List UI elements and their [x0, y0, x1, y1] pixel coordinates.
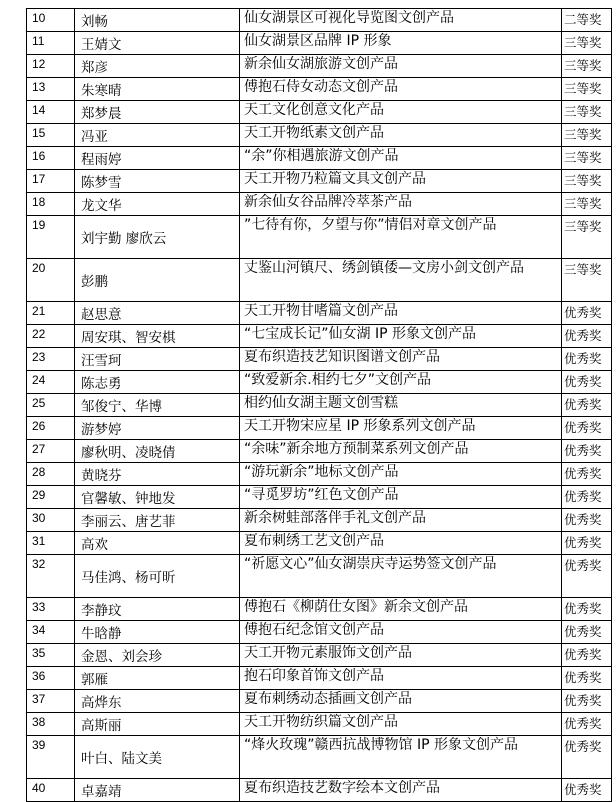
table-row [27, 348, 612, 371]
work-title-cell: 抱石印象首饰文创产品 [240, 667, 562, 690]
work-title-cell: 仙女湖景区可视化导览图文创产品 [240, 9, 562, 32]
table-row [27, 417, 612, 440]
winner-name-cell: 郭雁 [75, 667, 240, 690]
winner-name-cell: 王婧文 [75, 32, 240, 55]
serial-number-cell: 31 [27, 532, 75, 555]
work-title-cell: 夏布刺绣动态插画文创产品 [240, 690, 562, 713]
award-level-cell: 优秀奖 [562, 394, 612, 417]
work-title-cell: “游玩新余”地标文创产品 [240, 463, 562, 486]
winner-name-cell: 高斯丽 [75, 713, 240, 736]
work-title-cell: 天工开物纺织篇文创产品 [240, 713, 562, 736]
award-level-cell: 优秀奖 [562, 463, 612, 486]
serial-number-cell: 33 [27, 598, 75, 621]
serial-number-cell: 27 [27, 440, 75, 463]
table-row [27, 394, 612, 417]
table-row [27, 713, 612, 736]
winner-name-cell: 高烨东 [75, 690, 240, 713]
table-row [27, 440, 612, 463]
winner-name-cell: 赵思意 [75, 302, 240, 325]
award-level-cell: 优秀奖 [562, 371, 612, 394]
work-title-cell: “余味”新余地方预制菜系列文创产品 [240, 440, 562, 463]
serial-number-cell: 40 [27, 779, 75, 802]
table-row [27, 598, 612, 621]
table-row [27, 463, 612, 486]
award-level-cell: 优秀奖 [562, 417, 612, 440]
work-title-cell: 夏布织造技艺数字绘本文创产品 [240, 779, 562, 802]
winner-name-cell: 游梦婷 [75, 417, 240, 440]
award-level-cell: 三等奖 [562, 124, 612, 147]
award-level-cell: 优秀奖 [562, 598, 612, 621]
award-level-cell: 优秀奖 [562, 325, 612, 348]
award-level-cell: 优秀奖 [562, 779, 612, 802]
table-row [27, 9, 612, 32]
award-level-cell: 优秀奖 [562, 440, 612, 463]
serial-number-cell: 22 [27, 325, 75, 348]
work-title-cell: “致爱新余.相约七夕”文创产品 [240, 371, 562, 394]
work-title-cell: 仙女湖景区品牌 IP 形象 [240, 32, 562, 55]
serial-number-cell: 34 [27, 621, 75, 644]
work-title-cell: 天工开物乃粒篇文具文创产品 [240, 170, 562, 193]
table-row [27, 259, 612, 302]
award-level-cell: 三等奖 [562, 32, 612, 55]
work-title-cell: 傅抱石纪念馆文创产品 [240, 621, 562, 644]
award-level-cell: 优秀奖 [562, 667, 612, 690]
winner-name-cell: 李丽云、唐艺菲 [75, 509, 240, 532]
serial-number-cell: 26 [27, 417, 75, 440]
winner-name-cell: 冯亚 [75, 124, 240, 147]
award-level-cell: 优秀奖 [562, 302, 612, 325]
award-level-cell: 优秀奖 [562, 348, 612, 371]
work-title-cell: “七宝成长记”仙女湖 IP 形象文创产品 [240, 325, 562, 348]
winner-name-cell: 朱寒晴 [75, 78, 240, 101]
work-title-cell: “余”你相遇旅游文创产品 [240, 147, 562, 170]
serial-number-cell: 20 [27, 259, 75, 302]
award-level-cell: 二等奖 [562, 9, 612, 32]
work-title-cell: “烽火玫瑰”赣西抗战博物馆 IP 形象文创产品 [240, 736, 562, 779]
winner-name-cell: 叶白、陆文美 [75, 736, 240, 779]
award-level-cell: 三等奖 [562, 216, 612, 259]
serial-number-cell: 16 [27, 147, 75, 170]
award-level-cell: 优秀奖 [562, 690, 612, 713]
table-row [27, 644, 612, 667]
serial-number-cell: 38 [27, 713, 75, 736]
serial-number-cell: 19 [27, 216, 75, 259]
work-title-cell: “寻觅罗坊”红色文创产品 [240, 486, 562, 509]
serial-number-cell: 23 [27, 348, 75, 371]
serial-number-cell: 15 [27, 124, 75, 147]
table-row [27, 325, 612, 348]
award-level-cell: 优秀奖 [562, 509, 612, 532]
table-row [27, 667, 612, 690]
winner-name-cell: 李静玟 [75, 598, 240, 621]
award-level-cell: 三等奖 [562, 147, 612, 170]
award-level-cell: 优秀奖 [562, 486, 612, 509]
serial-number-cell: 35 [27, 644, 75, 667]
winner-name-cell: 龙文华 [75, 193, 240, 216]
work-title-cell: 新余树蛙部落伴手礼文创产品 [240, 509, 562, 532]
award-level-cell: 优秀奖 [562, 555, 612, 598]
work-title-cell: 天工开物纸素文创产品 [240, 124, 562, 147]
winner-name-cell: 郑梦晨 [75, 101, 240, 124]
table-row [27, 621, 612, 644]
work-title-cell: 天工开物元素服饰文创产品 [240, 644, 562, 667]
table-row [27, 486, 612, 509]
table-row [27, 78, 612, 101]
serial-number-cell: 39 [27, 736, 75, 779]
table-row [27, 555, 612, 598]
winner-name-cell: 周安琪、智安棋 [75, 325, 240, 348]
award-level-cell: 三等奖 [562, 101, 612, 124]
table-row [27, 371, 612, 394]
table-row [27, 532, 612, 555]
table-row [27, 147, 612, 170]
award-level-cell: 优秀奖 [562, 532, 612, 555]
winner-name-cell: 廖秋明、凌晓倩 [75, 440, 240, 463]
award-level-cell: 优秀奖 [562, 713, 612, 736]
work-title-cell: 丈鉴山河镇尺、绣剑镇倭—文房小剑文创产品 [240, 259, 562, 302]
table-row [27, 193, 612, 216]
work-title-cell: 夏布织造技艺知识图谱文创产品 [240, 348, 562, 371]
serial-number-cell: 18 [27, 193, 75, 216]
winner-name-cell: 邹俊宁、华博 [75, 394, 240, 417]
serial-number-cell: 28 [27, 463, 75, 486]
winner-name-cell: 刘宇勤 廖欣云 [75, 216, 240, 259]
winner-name-cell: 卓嘉靖 [75, 779, 240, 802]
award-level-cell: 三等奖 [562, 55, 612, 78]
work-title-cell: 新余仙女湖旅游文创产品 [240, 55, 562, 78]
table-row [27, 101, 612, 124]
winner-name-cell: 陈志勇 [75, 371, 240, 394]
award-level-cell: 优秀奖 [562, 644, 612, 667]
work-title-cell: 夏布刺绣工艺文创产品 [240, 532, 562, 555]
award-level-cell: 三等奖 [562, 193, 612, 216]
serial-number-cell: 10 [27, 9, 75, 32]
serial-number-cell: 36 [27, 667, 75, 690]
winner-name-cell: 官馨敏、钟地发 [75, 486, 240, 509]
winner-name-cell: 郑彦 [75, 55, 240, 78]
award-level-cell: 优秀奖 [562, 621, 612, 644]
table-row [27, 170, 612, 193]
serial-number-cell: 32 [27, 555, 75, 598]
serial-number-cell: 30 [27, 509, 75, 532]
serial-number-cell: 12 [27, 55, 75, 78]
table-row [27, 690, 612, 713]
award-level-cell: 优秀奖 [562, 736, 612, 779]
table-row [27, 32, 612, 55]
winner-name-cell: 陈梦雪 [75, 170, 240, 193]
winner-name-cell: 刘畅 [75, 9, 240, 32]
winner-name-cell: 彭鹏 [75, 259, 240, 302]
winner-name-cell: 金恩、刘会珍 [75, 644, 240, 667]
winner-name-cell: 程雨婷 [75, 147, 240, 170]
serial-number-cell: 24 [27, 371, 75, 394]
work-title-cell: 天工文化创意文化产品 [240, 101, 562, 124]
winner-name-cell: 牛晗静 [75, 621, 240, 644]
award-level-cell: 三等奖 [562, 170, 612, 193]
serial-number-cell: 25 [27, 394, 75, 417]
serial-number-cell: 21 [27, 302, 75, 325]
serial-number-cell: 11 [27, 32, 75, 55]
serial-number-cell: 29 [27, 486, 75, 509]
work-title-cell: 相约仙女湖主题文创雪糕 [240, 394, 562, 417]
serial-number-cell: 17 [27, 170, 75, 193]
winner-name-cell: 黄晓芬 [75, 463, 240, 486]
winner-name-cell: 汪雪珂 [75, 348, 240, 371]
work-title-cell: “祈愿文心”仙女湖崇庆寺运势签文创产品 [240, 555, 562, 598]
serial-number-cell: 13 [27, 78, 75, 101]
table-row [27, 779, 612, 802]
table-row [27, 124, 612, 147]
work-title-cell: 傅抱石《柳荫仕女图》新余文创产品 [240, 598, 562, 621]
award-table [26, 8, 612, 802]
award-table-body [27, 9, 612, 802]
work-title-cell: 天工开物宋应星 IP 形象系列文创产品 [240, 417, 562, 440]
work-title-cell: 傅抱石侍女动态文创产品 [240, 78, 562, 101]
winner-name-cell: 马佳鸿、杨可昕 [75, 555, 240, 598]
table-row [27, 55, 612, 78]
table-row [27, 736, 612, 779]
table-row [27, 302, 612, 325]
table-row [27, 509, 612, 532]
award-level-cell: 三等奖 [562, 78, 612, 101]
work-title-cell: 天工开物甘嗜篇文创产品 [240, 302, 562, 325]
serial-number-cell: 14 [27, 101, 75, 124]
table-row [27, 216, 612, 259]
work-title-cell: 新余仙女谷品牌冷萃茶产品 [240, 193, 562, 216]
work-title-cell: ”七待有你，夕望与你”情侣对章文创产品 [240, 216, 562, 259]
serial-number-cell: 37 [27, 690, 75, 713]
award-level-cell: 三等奖 [562, 259, 612, 302]
winner-name-cell: 高欢 [75, 532, 240, 555]
